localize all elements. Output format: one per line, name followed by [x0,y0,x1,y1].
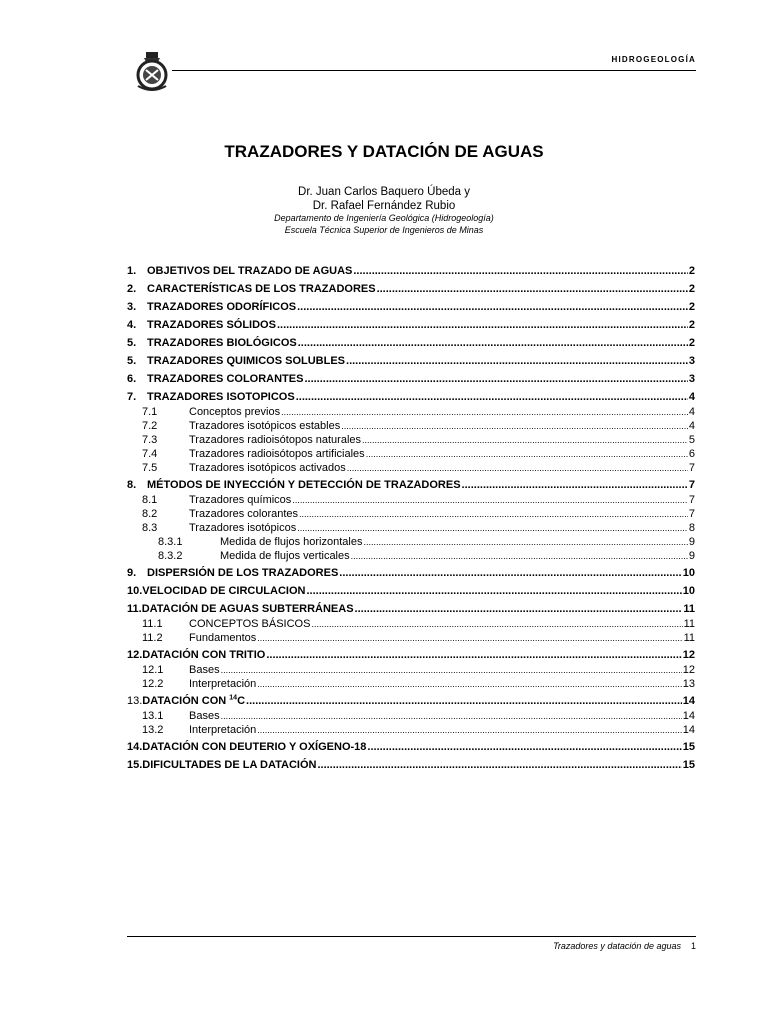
toc-entry[interactable] [127,475,695,493]
toc-entry-number: 13.1 [142,710,164,722]
toc-entry-leader [292,494,688,507]
toc-entry-number: 11.2 [142,632,163,644]
toc-entry-leader [281,406,688,419]
toc-entry-label [142,739,366,755]
toc-entry-page: 9 [688,550,695,562]
toc-entry-page: 10 [682,585,695,597]
toc-entry-label-text: TRAZADORES QUIMICOS SOLUBLES [147,355,346,367]
toc-entry-label [142,647,265,663]
footer-page-number: 1 [690,941,696,951]
toc-entry-number: 10. [127,585,143,597]
footer [553,941,696,951]
toc-entry-page: 5 [688,434,695,446]
toc-entry[interactable] [127,433,695,447]
toc-entry-leader [363,536,687,549]
toc-entry[interactable] [127,645,695,663]
toc-entry[interactable] [127,535,695,549]
toc-entry-number: 8.3.2 [158,550,183,562]
affiliation-school: Escuela Técnica Superior de Ingenieros de Minas [284,225,484,235]
toc-entry-label [142,693,245,709]
toc-entry-label-text: Trazadores radioisótopos naturales [189,434,362,446]
toc-entry-page: 2 [688,337,695,349]
toc-entry-leader [221,710,682,723]
toc-entry-page: 11 [683,632,695,644]
toc-entry-label-text: Trazadores radioisótopos artificiales [189,448,365,460]
toc-entry-label-text: Trazadores isotópicos [189,522,297,534]
toc-entry-number: 12.2 [142,678,164,690]
toc-entry-number: 7. [127,391,137,403]
toc-entry-number: 8.1 [142,494,158,506]
toc-entry-number: 7.2 [142,420,158,432]
toc-entry-page: 3 [688,355,695,367]
toc-entry-page: 7 [688,508,695,520]
toc-entry-label-text: DATACIÓN CON TRITIO [142,649,266,661]
toc-entry-leader [277,317,688,333]
toc-entry-leader [246,693,682,709]
toc-entry-leader [297,522,688,535]
footer-rule [127,936,696,937]
toc-entry-number: 1. [127,265,137,277]
toc-entry-number: 6. [127,373,137,385]
toc-entry-page: 14 [682,695,695,707]
toc-entry-label [147,263,352,279]
toc-entry-page: 4 [688,406,695,418]
toc-entry-label [147,477,461,493]
toc-entry-page: 14 [682,724,695,736]
toc-entry-label-text: TRAZADORES ODORÍFICOS [147,301,297,313]
toc-entry-page: 2 [688,265,695,277]
toc-entry[interactable] [127,677,695,691]
toc-entry-label-text: MÉTODOS DE INYECCIÓN Y DETECCIÓN DE TRAZADORES [147,479,461,491]
toc-entry-number: 5. [127,355,137,367]
toc-entry-page: 15 [682,759,695,771]
toc-entry-leader [221,664,682,677]
toc-entry-label [189,664,220,677]
toc-entry[interactable] [127,447,695,461]
toc-entry[interactable] [127,369,695,387]
toc-entry-leader [366,448,688,461]
toc-entry-page: 7 [688,462,695,474]
toc-entry-leader [347,462,688,475]
toc-entry-number: 9. [127,567,137,579]
toc-entry-page: 10 [682,567,695,579]
toc-entry-leader [377,281,688,297]
toc-entry-leader [296,389,688,405]
toc-entry-label [147,299,296,315]
toc-entry-leader [257,678,681,691]
toc-entry-label-text: TRAZADORES BIOLÓGICOS [147,337,297,349]
toc-entry[interactable] [127,279,695,297]
toc-entry-label-text: TRAZADORES COLORANTES [147,373,304,385]
affiliation-department: Departamento de Ingeniería Geológica (Hidrogeología) [274,213,494,223]
toc-entry[interactable] [127,521,695,535]
toc-entry-label-text: Trazadores isotópicos activados [189,462,346,474]
toc-entry-superscript: 14 [229,694,238,702]
toc-entry-number: 13.2 [142,724,164,736]
toc-entry-label-text: Trazadores químicos [189,494,292,506]
toc-entry-leader [306,583,681,599]
toc-entry-label [142,757,316,773]
toc-entry-leader [257,632,682,645]
toc-entry-page: 2 [688,319,695,331]
toc-entry-page: 7 [688,494,695,506]
toc-entry-label [189,448,365,461]
toc-entry-label-text: Bases [189,710,220,722]
toc-entry-leader [367,739,681,755]
toc-entry[interactable] [127,261,695,279]
toc-entry-label [147,389,295,405]
toc-entry-label [147,281,376,297]
toc-entry-page: 6 [688,448,695,460]
toc-entry-number: 8.3.1 [158,536,183,548]
toc-entry[interactable] [127,387,695,405]
toc-entry-leader [353,263,688,279]
toc-entry-label-text: DATACIÓN DE AGUAS SUBTERRÁNEAS [141,603,354,615]
toc-entry-label [147,353,345,369]
toc-entry[interactable] [127,315,695,333]
toc-entry-label-text: Trazadores isotópicos estables [189,420,341,432]
toc-entry-label [189,508,298,521]
toc-entry-label-text: DISPERSIÓN DE LOS TRAZADORES [147,567,339,579]
toc-entry-page: 2 [688,283,695,295]
toc-entry-label [147,371,303,387]
toc-entry[interactable] [127,405,695,419]
toc-entry-label-text: Interpretación [189,724,257,736]
toc-entry-label-text: Fundamentos [189,632,257,644]
toc-entry-label [147,317,276,333]
toc-entry-label [189,632,256,645]
toc-entry-label-text: TRAZADORES ISOTOPICOS [147,391,295,403]
toc-entry[interactable] [127,737,695,755]
toc-entry-number: 13. [127,695,143,707]
toc-entry[interactable] [127,723,695,737]
footer-title: Trazadores y datación de aguas [553,941,681,951]
affiliation [0,212,768,236]
toc-entry-number: 7.4 [142,448,158,460]
toc-entry-label-text: TRAZADORES SÓLIDOS [147,319,276,331]
toc-entry-number: 12.1 [142,664,164,676]
toc-entry-label-text: Bases [189,664,220,676]
toc-entry-leader [317,757,681,773]
toc-entry-label [147,335,297,351]
toc-entry-number: 5. [127,337,137,349]
toc-entry-leader [257,724,681,737]
toc-entry-page: 8 [688,522,695,534]
toc-entry-leader [362,434,688,447]
toc-entry-page: 9 [688,536,695,548]
toc-entry-label [142,583,305,599]
toc-entry-label [220,536,362,549]
toc-entry-label-text: Medida de flujos horizontales [220,536,363,548]
toc-entry-label [189,618,310,631]
toc-entry-leader [351,550,688,563]
toc-entry-leader [339,565,681,581]
toc-entry-label [189,724,256,737]
toc-entry-label-text: Medida de flujos verticales [220,550,350,562]
toc-entry[interactable] [127,691,695,709]
toc-entry-number: 8.2 [142,508,158,520]
toc-entry[interactable] [127,581,695,599]
toc-entry-page: 4 [688,391,695,403]
toc-entry-leader [266,647,681,663]
toc-entry-label [189,420,340,433]
toc-entry-page: 11 [683,603,695,615]
university-crest-icon [132,50,172,92]
toc-entry-label-text: DIFICULTADES DE LA DATACIÓN [142,759,317,771]
toc-entry-number: 4. [127,319,137,331]
toc-entry-label [189,678,256,691]
toc-entry-number: 7.5 [142,462,158,474]
authors [0,185,768,213]
toc-entry-number: 7.1 [142,406,158,418]
toc-entry-number: 14. [127,741,143,753]
toc-entry-label-text: Interpretación [189,678,257,690]
toc-entry-leader [299,508,688,521]
toc-entry-page: 7 [688,479,695,491]
toc-entry-label-text: CONCEPTOS BÁSICOS [189,618,311,630]
toc-entry-number: 8.3 [142,522,158,534]
toc-entry[interactable] [127,563,695,581]
toc-entry-label [189,522,296,535]
toc-entry-label [189,710,220,723]
toc-entry-label-text: VELOCIDAD DE CIRCULACION [142,585,306,597]
toc-entry-page: 12 [682,664,695,676]
toc-entry[interactable] [127,333,695,351]
toc-entry-label-text: CARACTERÍSTICAS DE LOS TRAZADORES [147,283,376,295]
author-2: Dr. Rafael Fernández Rubio [312,200,456,212]
toc-entry-label [189,462,346,475]
toc-entry[interactable] [127,419,695,433]
toc-entry-page: 13 [682,678,695,690]
toc-entry-leader [304,371,687,387]
toc-entry-page: 4 [688,420,695,432]
toc-entry-page: 11 [683,618,695,630]
toc-entry-number: 2. [127,283,137,295]
toc-entry-number: 7.3 [142,434,158,446]
toc-entry-label-text: DATACIÓN CON [142,695,230,707]
toc-entry[interactable] [127,599,695,617]
toc-entry[interactable] [127,663,695,677]
toc-entry[interactable] [127,461,695,475]
toc-entry-label-text: OBJETIVOS DEL TRAZADO DE AGUAS [147,265,353,277]
toc-entry-label [147,565,338,581]
author-1: Dr. Juan Carlos Baquero Úbeda y [298,186,470,198]
toc-entry[interactable] [127,755,695,773]
toc-entry-page: 14 [682,710,695,722]
toc-entry-number: 15. [127,759,143,771]
toc-entry-number: 8. [127,479,137,491]
toc-entry-label [220,550,350,563]
toc-entry-number: 12. [127,649,143,661]
toc-entry-label-tail: C [237,695,246,707]
toc-entry-label-text: Conceptos previos [189,406,281,418]
toc-entry-label [189,406,280,419]
toc-entry-page: 2 [688,301,695,313]
toc-entry-number: 11.1 [142,618,163,630]
toc-entry-label-text: DATACIÓN CON DEUTERIO Y OXÍGENO-18 [142,741,367,753]
toc-entry-leader [297,299,688,315]
toc-entry[interactable] [127,709,695,723]
toc-entry-leader [341,420,688,433]
toc-entry[interactable] [127,549,695,563]
toc-entry-label-text: Trazadores colorantes [189,508,299,520]
toc-entry-page: 12 [682,649,695,661]
toc-entry-leader [346,353,688,369]
toc-entry-label [142,601,354,617]
header-rule [172,70,696,71]
toc-entry[interactable] [127,351,695,369]
toc-entry-number: 3. [127,301,137,313]
toc-entry-leader [355,601,683,617]
toc-entry-leader [311,618,682,631]
toc-entry[interactable] [127,617,695,631]
toc-entry-page: 15 [682,741,695,753]
header-title: HIDROGEOLOGÍA [611,55,696,64]
toc-entry-number: 11. [127,603,142,615]
toc-entry-label [189,434,361,447]
toc-entry-label [189,494,291,507]
toc-entry-leader [462,477,688,493]
toc-entry[interactable] [127,493,695,507]
toc-entry-leader [298,335,688,351]
table-of-contents [127,261,695,773]
toc-entry[interactable] [127,631,695,645]
toc-entry[interactable] [127,507,695,521]
toc-entry[interactable] [127,297,695,315]
toc-entry-page: 3 [688,373,695,385]
document-title: TRAZADORES Y DATACIÓN DE AGUAS [224,142,544,161]
